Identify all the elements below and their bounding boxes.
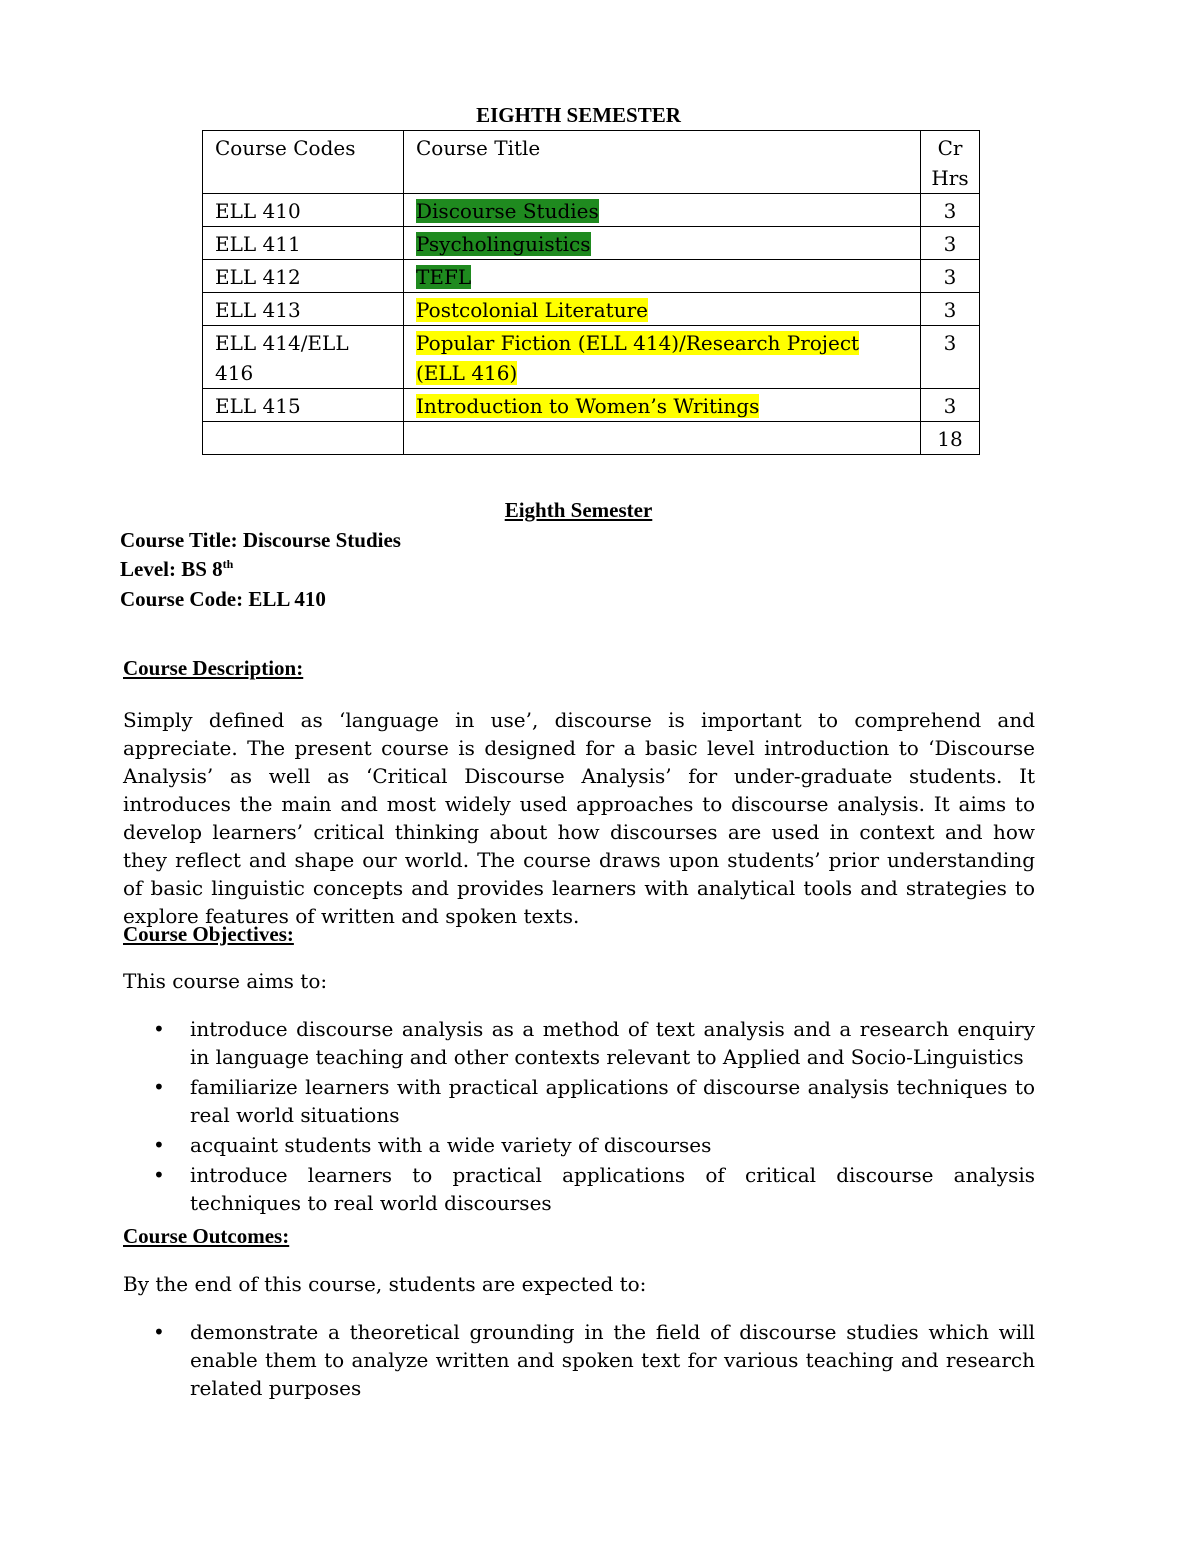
credit-hours-cell: 3 bbox=[921, 227, 980, 260]
header-credit-hours bbox=[921, 131, 980, 194]
course-code-cell: ELL 410 bbox=[203, 194, 404, 227]
course-code-cell: ELL 413 bbox=[203, 293, 404, 326]
list-item-text: acquaint students with a wide variety of discourses bbox=[190, 1133, 712, 1157]
table-row bbox=[203, 326, 980, 389]
header-cr-line2: Hrs bbox=[931, 166, 969, 190]
course-title-cell bbox=[404, 326, 921, 389]
header-cr-line1: Cr bbox=[937, 136, 963, 160]
semester-table-title: EIGHTH SEMESTER bbox=[476, 103, 681, 127]
course-title-cell bbox=[404, 389, 921, 422]
table-row bbox=[203, 293, 980, 326]
list-item bbox=[123, 1161, 1035, 1217]
table-header-row bbox=[203, 131, 980, 194]
list-item bbox=[123, 1318, 1035, 1402]
course-code-cell: ELL 411 bbox=[203, 227, 404, 260]
credit-hours-cell: 3 bbox=[921, 194, 980, 227]
course-level-line bbox=[120, 557, 233, 582]
list-item-text: demonstrate a theoretical grounding in the field of discourse studies which will enable them to analyze written and spoken text for various teaching and research related purposes bbox=[190, 1320, 1035, 1400]
course-objectives-intro: This course aims to: bbox=[123, 969, 328, 993]
empty-cell bbox=[203, 422, 404, 455]
list-item-text: introduce discourse analysis as a method of text analysis and a research enquiry in language teaching and other contexts relevant to Applied and Socio-Linguistics bbox=[190, 1017, 1035, 1069]
list-item bbox=[123, 1073, 1035, 1129]
course-code-line: Course Code: ELL 410 bbox=[120, 587, 326, 611]
course-objectives-heading: Course Objectives: bbox=[123, 922, 294, 946]
course-level-text: Level: BS 8 bbox=[120, 557, 223, 581]
course-title-cell bbox=[404, 194, 921, 227]
bullet-icon: • bbox=[153, 1320, 165, 1344]
course-title-highlight: Postcolonial Literature bbox=[416, 298, 648, 322]
list-item bbox=[123, 1131, 1035, 1159]
table-row bbox=[203, 260, 980, 293]
course-level-superscript: th bbox=[222, 557, 234, 571]
bullet-icon: • bbox=[153, 1017, 165, 1041]
empty-cell bbox=[404, 422, 921, 455]
course-outcomes-heading: Course Outcomes: bbox=[123, 1224, 290, 1248]
course-code-cell: ELL 412 bbox=[203, 260, 404, 293]
list-item-text: introduce learners to practical applications of critical discourse analysis techniques to real world discourses bbox=[190, 1163, 1035, 1215]
table-row bbox=[203, 227, 980, 260]
course-description-text: Simply defined as ‘language in use’, discourse is important to comprehend and appreciate. The present course is designed for a basic level introduction to ‘Discourse Analysis’ as well as ‘Critical Discourse Analysis’ for under-graduate students. It introduces the main and most widely used approaches to discourse analysis. It aims to develop learners’ critical thinking about how discourses are used in context and how they reflect and shape our world. The course draws upon students’ prior understanding of basic linguistic concepts and provides learners with analytical tools and strategies to explore features of written and spoken texts. bbox=[123, 708, 1035, 928]
credit-hours-cell: 3 bbox=[921, 326, 980, 389]
total-credit-hours-cell: 18 bbox=[921, 422, 980, 455]
course-title-cell bbox=[404, 260, 921, 293]
table-total-row bbox=[203, 422, 980, 455]
bullet-icon: • bbox=[153, 1163, 165, 1187]
header-course-codes: Course Codes bbox=[203, 131, 404, 194]
course-title-highlight: TEFL bbox=[416, 265, 472, 289]
bullet-icon: • bbox=[153, 1133, 165, 1157]
course-outcomes-intro: By the end of this course, students are expected to: bbox=[123, 1272, 647, 1296]
objectives-list bbox=[123, 1015, 1035, 1219]
course-description-heading: Course Description: bbox=[123, 656, 304, 680]
credit-hours-cell: 3 bbox=[921, 293, 980, 326]
course-code-cell: ELL 415 bbox=[203, 389, 404, 422]
credit-hours-cell: 3 bbox=[921, 260, 980, 293]
course-title-cell bbox=[404, 227, 921, 260]
course-title-highlight: Discourse Studies bbox=[416, 199, 599, 223]
bullet-icon: • bbox=[153, 1075, 165, 1099]
course-table bbox=[202, 130, 980, 455]
list-item-text: familiarize learners with practical applications of discourse analysis techniques to real world situations bbox=[190, 1075, 1035, 1127]
table-row bbox=[203, 194, 980, 227]
outcomes-list bbox=[123, 1318, 1035, 1404]
section-heading: Eighth Semester bbox=[504, 498, 653, 522]
course-code-cell: ELL 414/ELL 416 bbox=[203, 326, 404, 389]
list-item bbox=[123, 1015, 1035, 1071]
course-title-highlight: Introduction to Women’s Writings bbox=[416, 394, 760, 418]
course-title-cell bbox=[404, 293, 921, 326]
header-course-title: Course Title bbox=[404, 131, 921, 194]
course-title-highlight: Psycholinguistics bbox=[416, 232, 591, 256]
course-title-highlight: Popular Fiction (ELL 414)/Research Project (ELL 416) bbox=[416, 331, 860, 385]
table-row bbox=[203, 389, 980, 422]
credit-hours-cell: 3 bbox=[921, 389, 980, 422]
course-title-line: Course Title: Discourse Studies bbox=[120, 528, 401, 552]
